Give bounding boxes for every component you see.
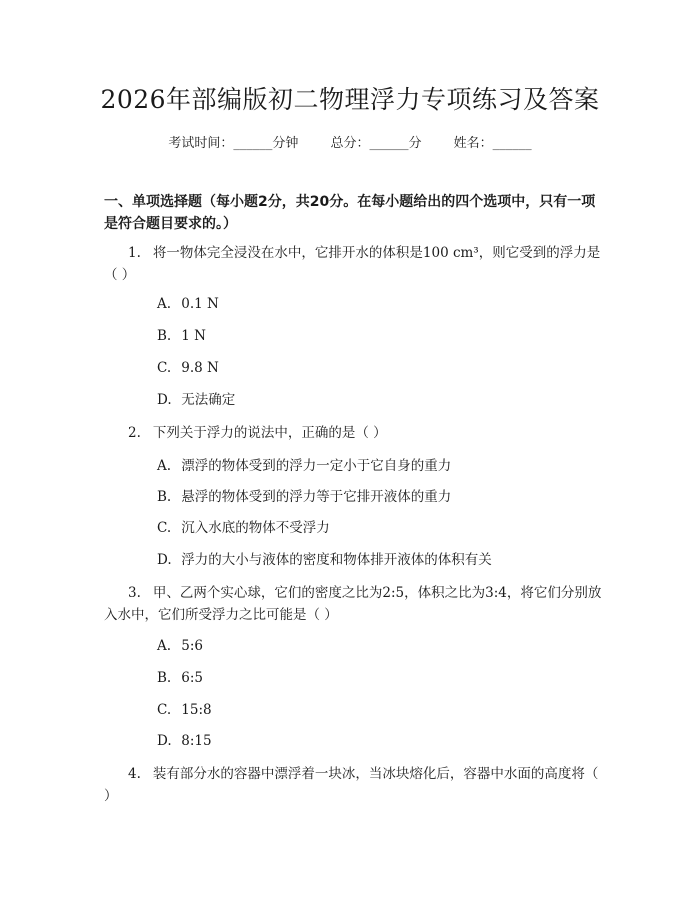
question-number: 1. <box>128 245 141 261</box>
exam-meta <box>0 132 700 151</box>
option-text: 漂浮的物体受到的浮力一定小于它自身的重力 <box>181 458 452 474</box>
question-text: 将一物体完全浸没在水中，它排开水的体积是100 cm³，则它受到的浮力是（ ） <box>104 245 601 283</box>
option-text: 15:8 <box>181 702 212 718</box>
exam-time-field: 考试时间：______分钟 <box>168 136 299 151</box>
question-text: 下列关于浮力的说法中，正确的是（ ） <box>152 425 387 441</box>
question-1-option-d <box>157 390 235 410</box>
total-score-field: 总分：______分 <box>330 136 422 151</box>
question-3-option-c <box>157 700 212 720</box>
option-letter: D. <box>157 392 172 408</box>
option-text: 无法确定 <box>181 392 236 408</box>
question-3-option-b <box>157 668 203 688</box>
option-text: 9.8 N <box>181 360 219 376</box>
option-text: 沉入水底的物体不受浮力 <box>181 520 330 536</box>
option-letter: C. <box>157 360 172 376</box>
question-2-option-b <box>157 487 451 507</box>
question-1-option-c <box>157 358 219 378</box>
option-letter: A. <box>157 638 172 654</box>
option-letter: B. <box>157 328 172 344</box>
question-3 <box>104 582 604 626</box>
section-heading: 一、单项选择题（每小题2分，共20分。在每小题给出的四个选项中，只有一项是符合题目要求的。） <box>104 194 596 232</box>
option-letter: A. <box>157 296 172 312</box>
page-title: 2026年部编版初二物理浮力专项练习及答案 <box>100 85 600 114</box>
option-text: 0.1 N <box>181 296 219 312</box>
student-name-field: 姓名：______ <box>453 136 532 151</box>
question-2-option-a <box>157 456 451 476</box>
option-letter: A. <box>157 458 172 474</box>
question-2-option-d <box>157 550 492 570</box>
option-letter: D. <box>157 733 172 749</box>
option-letter: D. <box>157 552 172 568</box>
question-number: 4. <box>128 766 141 782</box>
option-letter: C. <box>157 520 172 536</box>
question-text: 甲、乙两个实心球，它们的密度之比为2:5，体积之比为3:4，将它们分别放入水中，它们所受浮力之比可能是（ ） <box>104 585 602 623</box>
question-1-option-b <box>157 326 206 346</box>
question-text: 装有部分水的容器中漂浮着一块冰，当冰块熔化后，容器中水面的高度将（ ） <box>104 766 599 804</box>
question-1 <box>104 242 604 286</box>
option-text: 5:6 <box>181 638 204 654</box>
question-3-option-a <box>157 636 203 656</box>
option-text: 1 N <box>181 328 206 344</box>
option-letter: B. <box>157 489 172 505</box>
question-2-option-c <box>157 518 330 538</box>
question-1-option-a <box>157 294 219 314</box>
option-text: 8:15 <box>181 733 212 749</box>
option-text: 悬浮的物体受到的浮力等于它排开液体的重力 <box>181 489 452 505</box>
question-number: 3. <box>128 585 141 601</box>
question-3-option-d <box>157 731 212 751</box>
question-2 <box>104 422 604 444</box>
option-letter: C. <box>157 702 172 718</box>
question-4 <box>104 763 604 807</box>
option-letter: B. <box>157 670 172 686</box>
option-text: 浮力的大小与液体的密度和物体排开液体的体积有关 <box>181 552 492 568</box>
option-text: 6:5 <box>181 670 204 686</box>
question-number: 2. <box>128 425 141 441</box>
